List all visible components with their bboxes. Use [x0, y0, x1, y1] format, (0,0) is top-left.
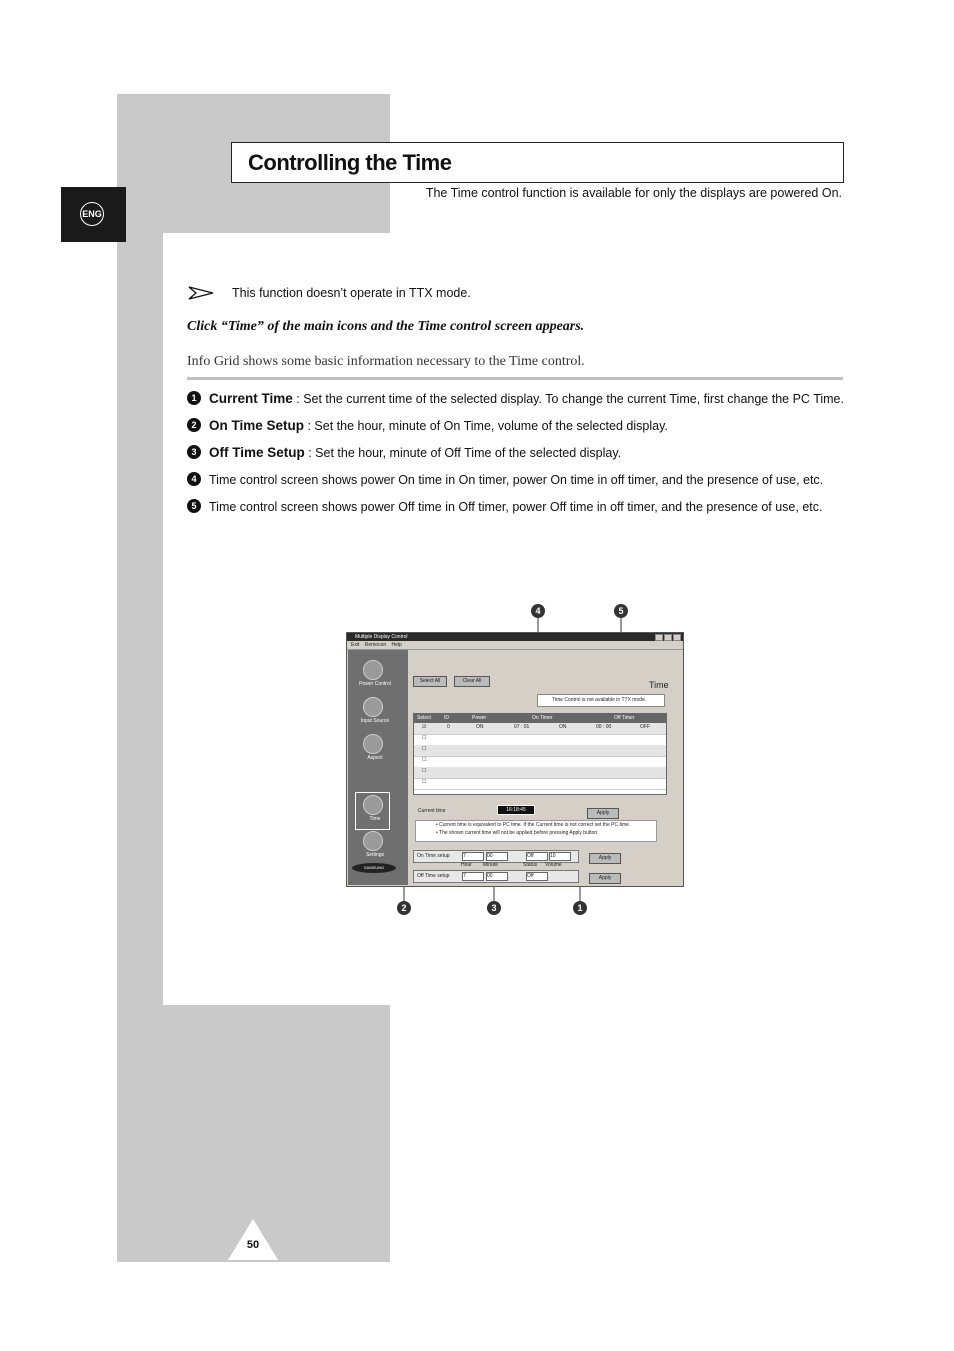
item-text: Time control screen shows power Off time in Off timer, power Off time in off timer, and the presence of use, etc.: [209, 500, 823, 514]
message-line-2: • The shown current time will not be applied before pressing Apply button.: [436, 830, 599, 836]
page-number: 50: [246, 1239, 260, 1251]
menu-bar: [347, 641, 683, 650]
aspect-icon[interactable]: [363, 734, 383, 754]
item-term: Off Time Setup: [209, 445, 305, 460]
current-time-label: Current time: [418, 808, 446, 814]
minimize-icon[interactable]: [655, 634, 663, 641]
app-screenshot: [346, 632, 684, 887]
current-time-value: 16:18:45: [497, 805, 535, 815]
off-hour-select[interactable]: 7: [462, 872, 484, 881]
message-line-1: • Current time is equivalent to PC time. If the Current time is not correct set the PC time.: [436, 822, 631, 828]
on-hour-select[interactable]: 7: [462, 852, 484, 861]
col-status-label: Status: [523, 862, 538, 868]
instruction-text: Click “Time” of the main icons and the Time control screen appears.: [187, 319, 585, 334]
on-minute-select[interactable]: 00: [486, 852, 508, 861]
item-text: : Set the hour, minute of Off Time of the selected display.: [304, 446, 622, 460]
callout-4: 4: [531, 604, 545, 618]
page-subtitle: The Time control function is available for only the displays are powered On.: [425, 186, 842, 200]
item-text: : Set the current time of the selected display. To change the current Time, first change the PC Time.: [292, 392, 844, 406]
menu-remocon[interactable]: Remocon: [364, 642, 387, 648]
item-term: On Time Setup: [209, 418, 305, 433]
sidebar-item-settings[interactable]: Settings: [365, 852, 385, 858]
section-title: Time: [649, 680, 669, 690]
item-term: Current Time: [209, 391, 293, 406]
menu-help[interactable]: Help: [391, 642, 402, 648]
col-power: Power: [472, 715, 487, 721]
item-text: Time control screen shows power On time in On timer, power On time in off timer, and the presence of use, etc.: [209, 473, 824, 487]
cell-off-status: OFF: [640, 724, 650, 730]
row-checkbox[interactable]: ☐: [422, 779, 427, 785]
cell-off-time: 00 : 00: [596, 724, 612, 730]
cell-on-time: 07 : 01: [514, 724, 530, 730]
item-number: 3: [187, 445, 201, 459]
row-checkbox[interactable]: ☑: [422, 724, 427, 730]
on-setup-label: On Time setup: [417, 853, 450, 859]
on-volume-select[interactable]: 10: [549, 852, 571, 861]
item-number: 5: [187, 499, 201, 513]
settings-icon[interactable]: [363, 831, 383, 851]
callout-3: 3: [487, 901, 501, 915]
off-time-setup: [413, 870, 579, 883]
item-number: 2: [187, 418, 201, 432]
row-checkbox[interactable]: ☐: [422, 735, 427, 741]
sidebar-item-aspect[interactable]: Aspect: [367, 755, 383, 761]
language-badge: ENG: [80, 202, 104, 226]
info-grid: [413, 713, 667, 795]
item-number: 4: [187, 472, 201, 486]
ttx-notice-text: Time Control is not available in TTX mode.: [552, 697, 647, 703]
col-off-timer: Off Timer: [614, 715, 635, 721]
note-text: This function doesn’t operate in TTX mode.: [232, 286, 471, 300]
sidebar-item-time[interactable]: Time: [369, 816, 381, 822]
menu-exit[interactable]: Exit: [351, 642, 360, 648]
sidebar-item-input-source[interactable]: Input Source: [360, 718, 390, 724]
clear-all-button[interactable]: Clear All: [454, 676, 490, 687]
input-source-icon[interactable]: [363, 697, 383, 717]
close-icon[interactable]: [673, 634, 681, 641]
cell-id: 0: [447, 724, 450, 730]
apply-on-time-button[interactable]: Apply: [589, 853, 621, 864]
off-status-select[interactable]: Off: [526, 872, 548, 881]
off-setup-label: Off Time setup: [417, 873, 450, 879]
grid-header: [414, 714, 666, 723]
item-number: 1: [187, 391, 201, 405]
apply-current-time-button[interactable]: Apply: [587, 808, 619, 819]
info-text: Info Grid shows some basic information necessary to the Time control.: [187, 354, 585, 369]
off-minute-select[interactable]: 00: [486, 872, 508, 881]
on-status-select[interactable]: Off: [526, 852, 548, 861]
apply-off-time-button[interactable]: Apply: [589, 873, 621, 884]
maximize-icon[interactable]: [664, 634, 672, 641]
row-checkbox[interactable]: ☐: [422, 757, 427, 763]
window-title: Multiple Display Control: [355, 634, 408, 640]
time-icon[interactable]: [363, 795, 383, 815]
callout-2: 2: [397, 901, 411, 915]
app-sidebar: [348, 650, 408, 885]
select-all-button[interactable]: Select All: [413, 676, 447, 687]
table-row[interactable]: [414, 778, 666, 790]
page-title: Controlling the Time: [248, 150, 452, 175]
item-text: : Set the hour, minute of On Time, volume of the selected display.: [304, 419, 668, 433]
time-message: [415, 820, 657, 842]
grid-body: [414, 723, 666, 793]
row-checkbox[interactable]: ☐: [422, 768, 427, 774]
window-titlebar: [347, 633, 683, 641]
cell-on-status: ON: [559, 724, 567, 730]
col-select: Select: [417, 715, 431, 721]
row-checkbox[interactable]: ☐: [422, 746, 427, 752]
col-volume-label: Volume: [545, 862, 562, 868]
col-minute-label: Minute: [483, 862, 499, 868]
callout-1: 1: [573, 901, 587, 915]
sidebar-item-power-control[interactable]: Power Control: [359, 681, 391, 687]
callout-5: 5: [614, 604, 628, 618]
col-hour-label: Hour: [461, 862, 472, 868]
col-on-timer: On Timer: [532, 715, 553, 721]
ttx-notice: [537, 694, 665, 707]
col-id: ID: [444, 715, 449, 721]
cell-power: ON: [476, 724, 484, 730]
samsung-logo: SAMSUNG: [352, 863, 396, 873]
app-main: [409, 650, 681, 884]
power-control-icon[interactable]: [363, 660, 383, 680]
